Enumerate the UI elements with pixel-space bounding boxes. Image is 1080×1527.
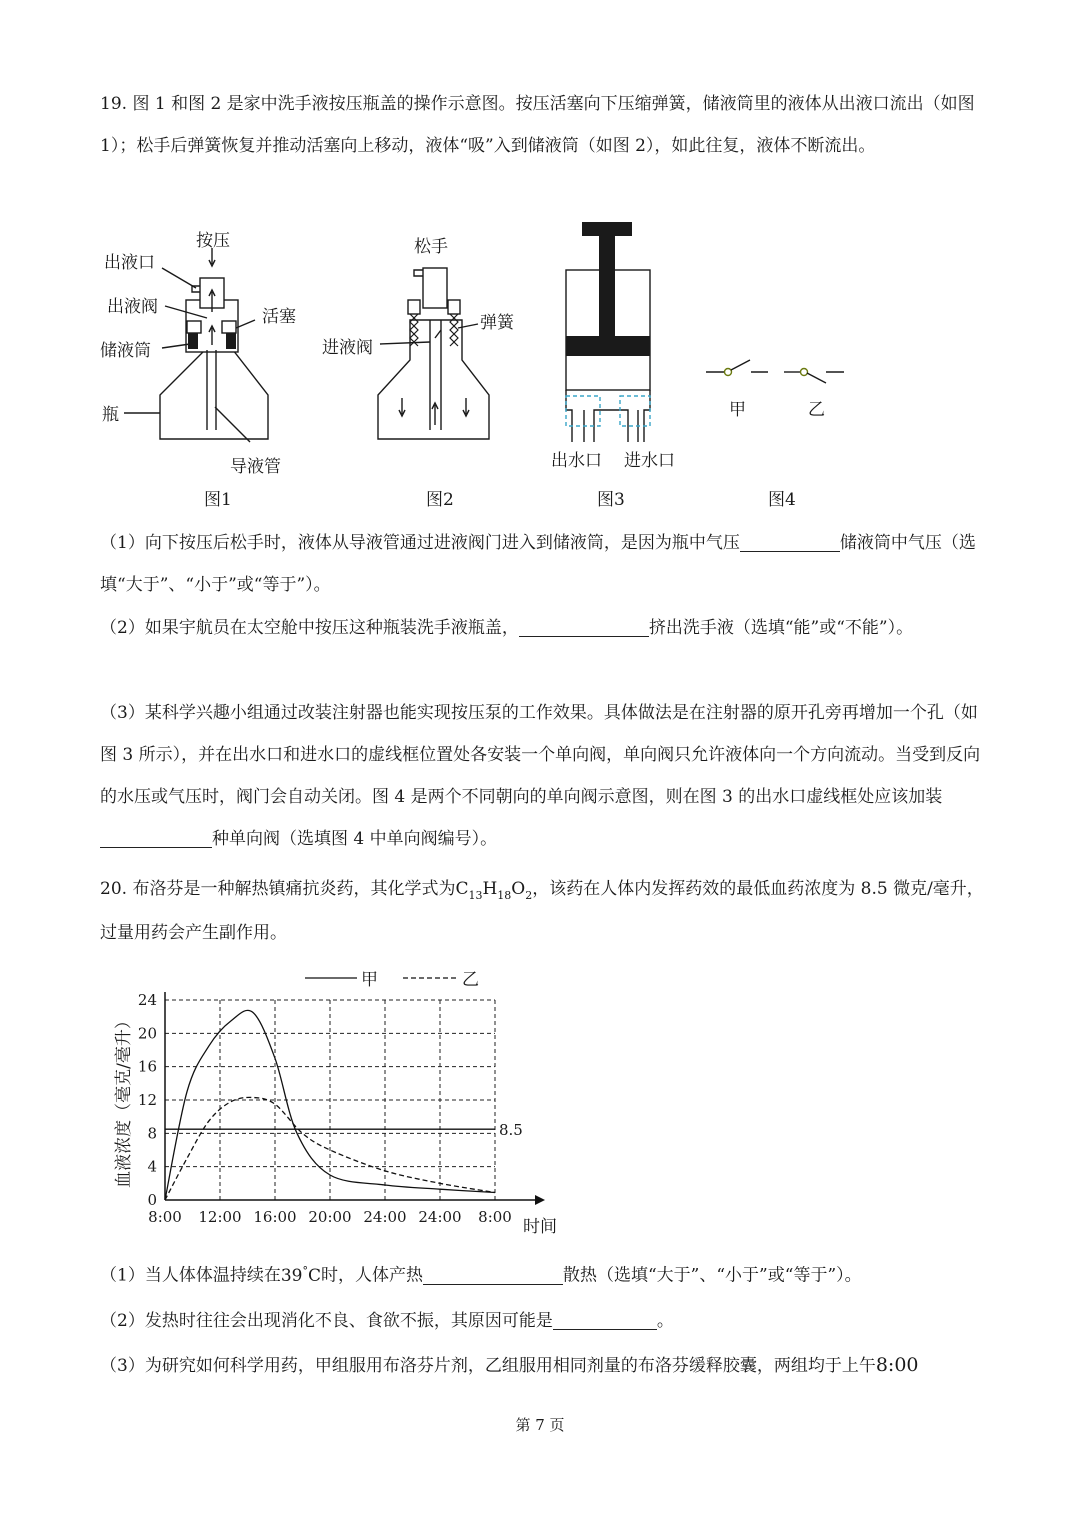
q20-part2: （2）发热时往往会出现消化不良、食欲不振，其原因可能是 。 (100, 1311, 674, 1331)
caption-fig3: 图3 (597, 490, 625, 510)
y-tick-label: 20 (137, 1024, 157, 1043)
label-jia: 甲 (729, 400, 746, 420)
page-number: 第 7 页 (515, 1416, 565, 1434)
figure-4-labels (729, 400, 825, 510)
q19-part1: （1）向下按压后松手时，液体从导液管通过进液阀门进入到储液筒，是因为瓶中气压 储液筒中气压（选填“大于”、“小于”或“等于”）。 (100, 533, 976, 595)
y-tick-label: 4 (147, 1157, 157, 1176)
ibuprofen-formula: $C_{13}H_{18}O_2$ (455, 879, 533, 902)
x-tick-label: 24:00 (418, 1208, 462, 1226)
caption-fig4: 图4 (768, 490, 796, 510)
y-tick-label: 24 (137, 991, 157, 1009)
answer-blank-19-1[interactable] (740, 531, 840, 552)
y-tick-label: 0 (147, 1191, 157, 1209)
threshold-label: 8.5 (499, 1121, 523, 1140)
legend-label-jia: 甲 (361, 970, 378, 990)
x-tick-label: 8:00 (478, 1208, 512, 1226)
x-axis-arrow (535, 1195, 545, 1205)
label-outlet-valve: 出液阀 (107, 297, 158, 317)
label-reservoir: 储液筒 (100, 341, 151, 361)
label-release: 松手 (414, 237, 448, 257)
label-piston: 活塞 (262, 307, 296, 327)
answer-blank-20-2[interactable] (553, 1309, 657, 1330)
y-tick-label: 8 (147, 1124, 157, 1143)
label-press: 按压 (196, 231, 230, 251)
figure-4 (706, 360, 844, 383)
y-tick-label: 12 (137, 1091, 157, 1109)
q20-part1: （1）当人体体温持续在39°C时，人体产热 散热（选填“大于”、“小于”或“等于”）。 (100, 1264, 862, 1286)
answer-blank-20-1[interactable] (423, 1264, 563, 1285)
x-tick-label: 20:00 (308, 1208, 352, 1226)
figure-3-labels (551, 451, 675, 510)
x-tick-label: 8:00 (148, 1208, 182, 1226)
caption-fig2: 图2 (426, 490, 454, 510)
figure-2 (378, 268, 489, 439)
legend-label-yi: 乙 (462, 970, 479, 990)
concentration-chart (95, 960, 565, 1250)
y-tick-label: 16 (137, 1057, 157, 1076)
x-tick-label: 16:00 (253, 1208, 297, 1226)
caption-fig1: 图1 (204, 490, 232, 510)
label-inlet-valve: 进液阀 (322, 338, 373, 358)
label-tube: 导液管 (230, 457, 281, 477)
label-water-out: 出水口 (551, 451, 602, 471)
answer-blank-19-3[interactable] (100, 827, 212, 848)
label-water-in: 进水口 (624, 451, 675, 471)
label-bottle: 瓶 (102, 405, 119, 425)
q20-part3: （3）为研究如何科学用药，甲组服用布洛芬片剂，乙组服用相同剂量的布洛芬缓释胶囊，两组均于上午8:00 (100, 1354, 919, 1376)
q19-part3: （3）某科学兴趣小组通过改装注射器也能实现按压泵的工作效果。具体做法是在注射器的原开孔旁再增加一个孔（如图 3 所示），并在出水口和进水口的虚线框位置处各安装一个单向阀，单向阀只允许液体向一个方向流动。当受到反向的水压或气压时，阀门会自动关闭。图 4 是两个不同朝向的单向阀示意图，则在图 3 的出水口虚线框处应该加装种单向阀（选填图 4 中单向阀编号）。 (100, 703, 981, 849)
x-tick-label: 12:00 (198, 1208, 242, 1226)
figure-3 (566, 222, 650, 442)
label-spring: 弹簧 (480, 313, 514, 333)
q20-intro: 20. 布洛芬是一种解热镇痛抗炎药，其化学式为$C_{13}H_{18}O_2$，该药在人体内发挥药效的最低血药浓度为 8.5 微克/毫升，过量用药会产生副作用。 (100, 879, 984, 943)
temperature: 39°C (280, 1264, 321, 1286)
answer-blank-19-2[interactable] (519, 616, 649, 637)
q19-intro: 19. 图 1 和图 2 是家中洗手液按压瓶盖的操作示意图。按压活塞向下压缩弹簧，储液筒里的液体从出液口流出（如图 1）；松手后弹簧恢复并推动活塞向上移动，液体“吸”入到储液筒（如图 2），如此往复，液体不断流出。 (100, 94, 975, 156)
label-outlet: 出液口 (104, 253, 155, 273)
q19-part2: （2）如果宇航员在太空舱中按压这种瓶装洗手液瓶盖， 挤出洗手液（选填“能”或“不能”）。 (100, 618, 914, 638)
x-tick-label: 24:00 (363, 1208, 407, 1226)
y-axis-label: 血液浓度（毫克/毫升） (114, 1012, 134, 1188)
x-axis-label: 时间 (523, 1217, 557, 1237)
label-yi: 乙 (808, 400, 825, 420)
figures-19 (0, 220, 1080, 520)
